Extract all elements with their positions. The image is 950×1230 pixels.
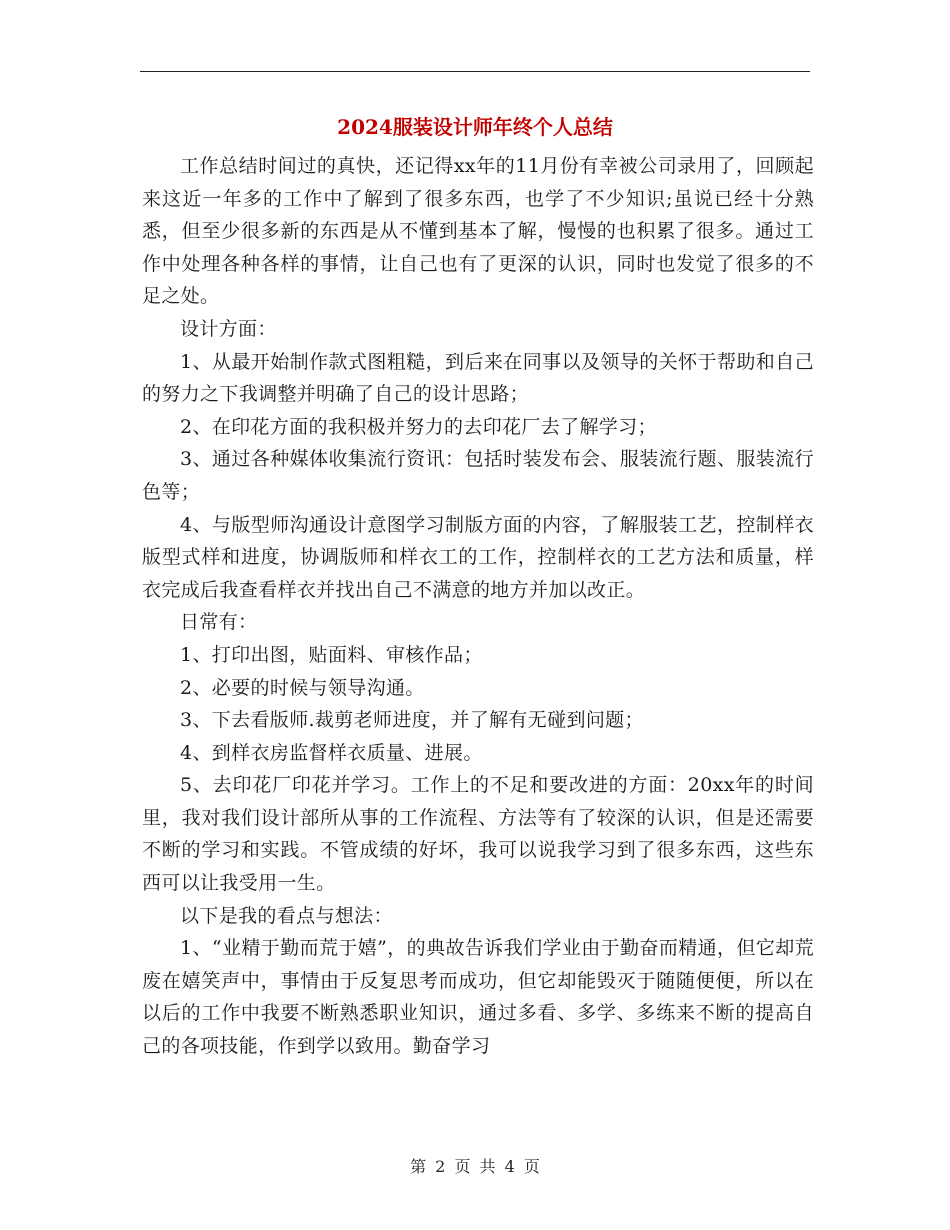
- list-item: 4、与版型师沟通设计意图学习制版方面的内容，了解服装工艺，控制样衣版型式样和进度，协调版师和样衣工的工作，控制样衣的工艺方法和质量，样衣完成后我查看样衣并找出自己不满意的地方并加以改正。: [142, 513, 814, 601]
- list-item: 3、下去看版师.裁剪老师进度，并了解有无碰到问题；: [180, 709, 644, 732]
- document-body: [142, 150, 814, 1063]
- list-item: 1、打印出图，贴面料、审核作品；: [180, 643, 483, 666]
- document-title: 2024服装设计师年终个人总结: [337, 115, 613, 139]
- list-item: 4、到样衣房监督样衣质量、进展。: [180, 741, 483, 764]
- list-item: 3、通过各种媒体收集流行资讯：包括时装发布会、服装流行题、服装流行色等；: [142, 448, 814, 503]
- list-item: 1、“业精于勤而荒于嬉”，的典故告诉我们学业由于勤奋而精通，但它却荒废在嬉笑声中，事情由于反复思考而成功，但它却能毁灭于随随便便，所以在以后的工作中我要不断熟悉职业知识，通过多看、多学、多练来不断的提高自己的各项技能，作到学以致用。勤奋学习: [142, 937, 814, 1058]
- heading-thoughts: 以下是我的看点与想法：: [180, 904, 393, 927]
- list-item: 1、从最开始制作款式图粗糙，到后来在同事以及领导的关怀于帮助和自己的努力之下我调整并明确了自己的设计思路；: [142, 350, 814, 406]
- heading-daily: 日常有：: [180, 611, 258, 634]
- list-item: 2、必要的时候与领导沟通。: [180, 676, 425, 699]
- paragraph-intro: 工作总结时间过的真快，还记得xx年的11月份有幸被公司录用了，回顾起来这近一年多的工作中了解到了很多东西，也学了不少知识;虽说已经十分熟悉，但至少很多新的东西是从不懂到基本了解，慢慢的也积累了很多。通过工作中处理各种各样的事情，让自己也有了更深的认识，同时也发觉了很多的不足之处。: [142, 155, 814, 308]
- list-item: 2、在印花方面的我积极并努力的去印花厂去了解学习；: [180, 415, 657, 438]
- header-rule: [140, 71, 810, 72]
- page-number: 第 2 页 共 4 页: [410, 1157, 540, 1176]
- heading-design: 设计方面：: [180, 317, 277, 340]
- list-item: 5、去印花厂印花并学习。工作上的不足和要改进的方面：20xx年的时间里，我对我们设计部所从事的工作流程、方法等有了较深的认识，但是还需要不断的学习和实践。不管成绩的好坏，我可以说我学习到了很多东西，这些东西可以让我受用一生。: [142, 774, 814, 895]
